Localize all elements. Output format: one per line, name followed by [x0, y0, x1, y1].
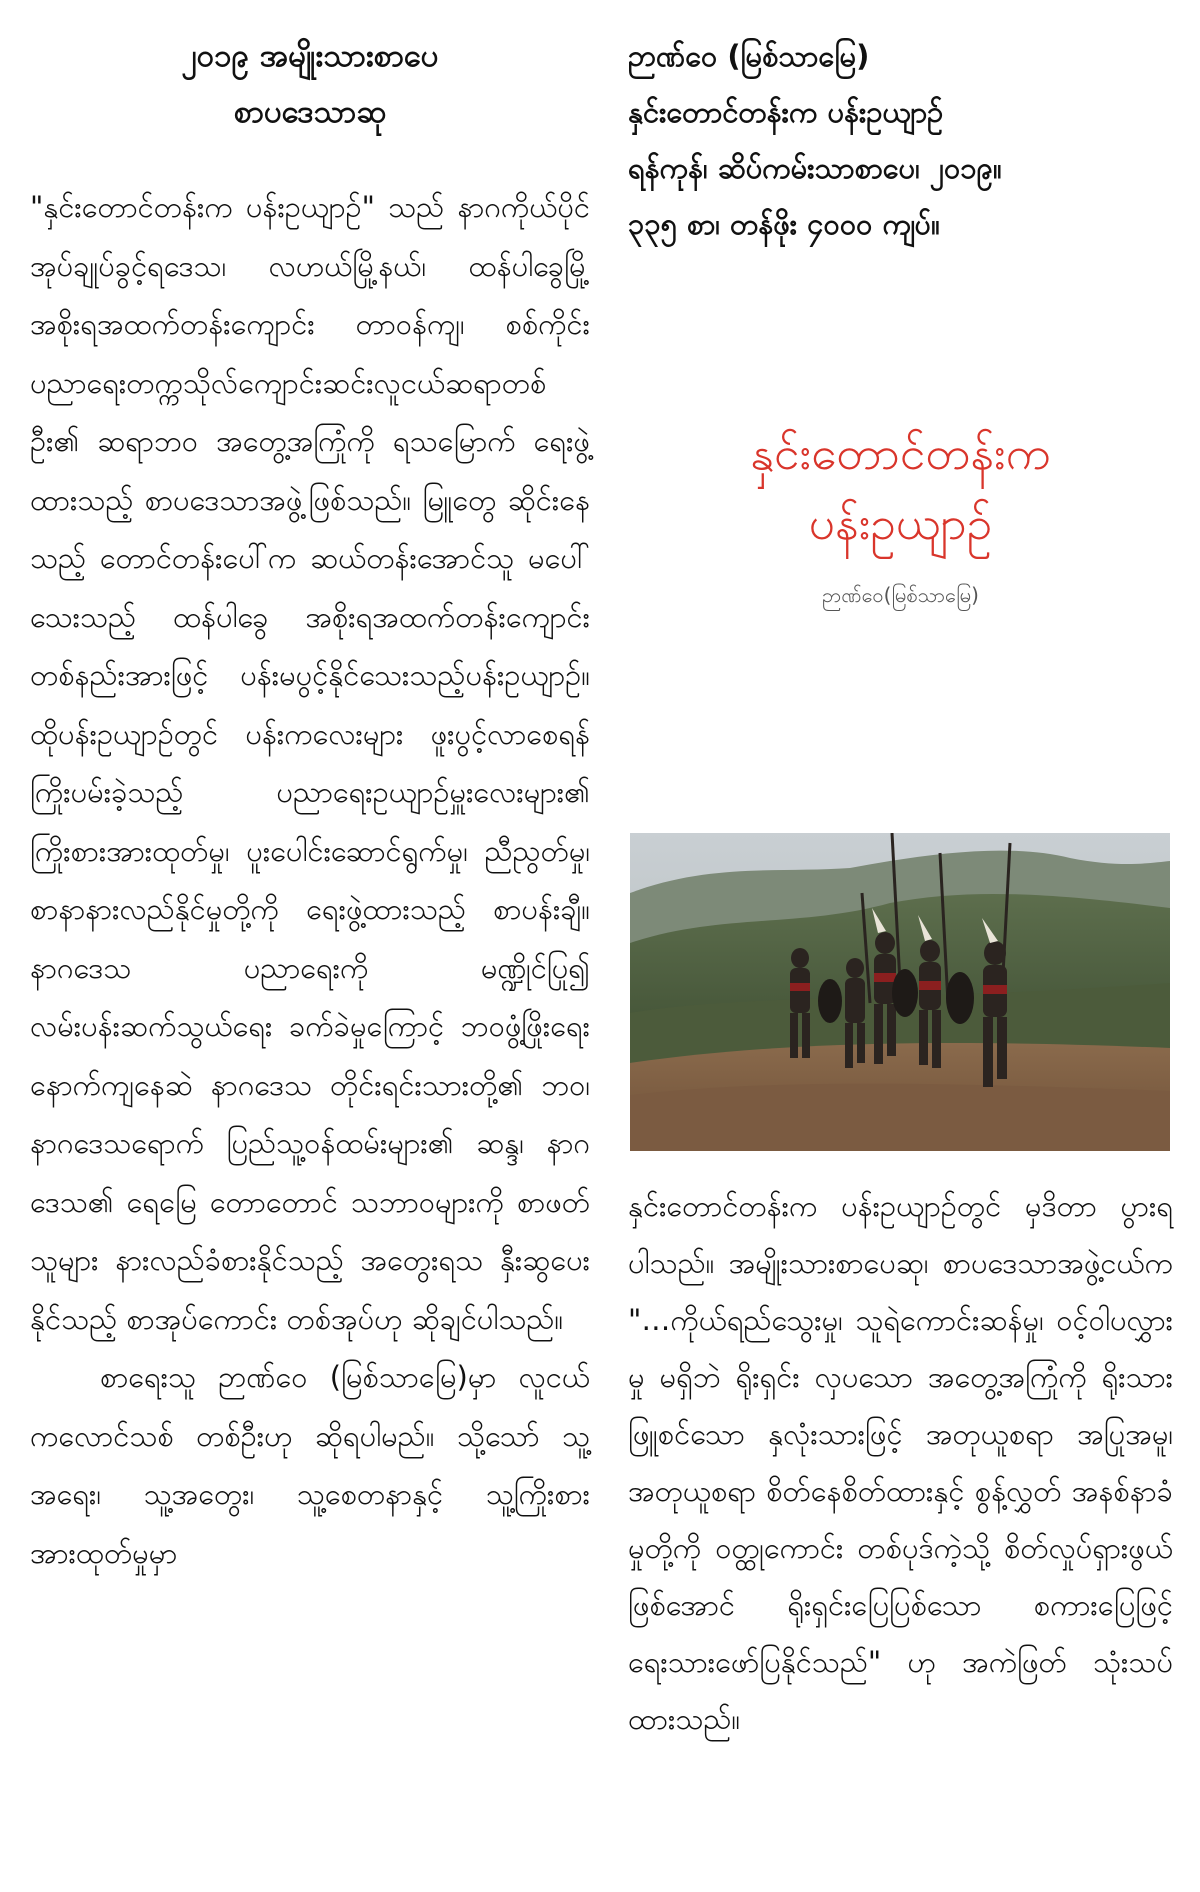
cover-photo	[630, 833, 1170, 1151]
review-paragraph-2: စာရေးသူ ဉာဏ်ဝေ (မြစ်သာမြေ)မှာ လူငယ်ကလောင်သစ် တစ်ဦးဟု ဆိုရပါမည်။ သို့သော် သူ့အရေး၊ သူ့အတွေး၊ သူ့စေတနာနှင့် သူ့ကြိုးစားအားထုတ်မှုမှာ	[30, 1360, 590, 1570]
review-paragraph-1: "နှင်းတောင်တန်းက ပန်းဥယျာဉ်" သည် နာဂကိုယ်ပိုင်အုပ်ချုပ်ခွင့်ရဒေသ၊ လဟယ်မြို့နယ်၊ ထန်ပါခွေမြို့ အစိုးရအထက်တန်းကျောင်း တာဝန်ကျ၊ စစ်ကိုင်း ပညာရေးတက္ကသိုလ်ကျောင်းဆင်းလူငယ်ဆရာတစ်ဦး၏ ဆရာဘဝ အတွေ့အကြုံကို ရသမြောက် ရေးဖွဲ့ထားသည့် စာပဒေသာအဖွဲ့ဖြစ်သည်။ မြူတွေ ဆိုင်းနေသည့် တောင်တန်းပေါ်က ဆယ်တန်းအောင်သူ မပေါ်သေးသည့် ထန်ပါခွေ အစိုးရအထက်တန်းကျောင်း တစ်နည်းအားဖြင့် ပန်းမပွင့်နိုင်သေးသည့်ပန်းဥယျာဉ်။ ထိုပန်းဥယျာဉ်တွင် ပန်းကလေးများ ဖူးပွင့်လာစေရန် ကြိုးပမ်းခဲ့သည့် ပညာရေးဥယျာဉ်မှူးလေးများ၏ ကြိုးစားအားထုတ်မှု၊ ပူးပေါင်းဆောင်ရွက်မှု၊ ညီညွတ်မှု၊ စာနာနားလည်နိုင်မှုတို့ကို ရေးဖွဲ့ထားသည့် စာပန်းချီ။ နာဂဒေသ ပညာရေးကို မဏ္ဍိုင်ပြု၍ လမ်းပန်းဆက်သွယ်ရေး ခက်ခဲမှုကြောင့် ဘဝဖွံ့ဖြိုးရေး နောက်ကျနေဆဲ နာဂဒေသ တိုင်းရင်းသားတို့၏ ဘဝ၊ နာဂဒေသရောက် ပြည်သူ့ဝန်ထမ်းများ၏ ဆန္ဒ၊ နာဂဒေသ၏ ရေမြေ တောတောင် သဘာဝများကို စာဖတ်သူများ နားလည်ခံစားနိုင်သည့် အတွေးရသ နှီးဆွပေးနိုင်သည့် စာအုပ်ကောင်း တစ်အုပ်ဟု ဆိုချင်ပါသည်။	[30, 190, 590, 1336]
cover-photo-illustration	[630, 833, 1170, 1151]
award-heading	[30, 28, 590, 140]
right-column-paragraph: နှင်းတောင်တန်းက ပန်းဥယျာဉ်တွင် မှဒိတာ ပွားရပါသည်။ အမျိုးသားစာပေဆု၊ စာပဒေသာအဖွဲ့ငယ်က "…ကိုယ်ရည်သွေးမှု၊ သူရဲကောင်းဆန်မှု၊ ဝင့်ဝါပလွှားမှု မရှိဘဲ ရိုးရှင်း လှပသော အတွေ့အကြုံကို ရိုးသားဖြူစင်သော နှလုံးသားဖြင့် အတုယူစရာ အပြုအမူ၊ အတုယူစရာ စိတ်နေစိတ်ထားနှင့် စွန့်လွှတ် အနစ်နာခံမှုတို့ကို ဝတ္ထုကောင်း တစ်ပုဒ်ကဲ့သို့ စိတ်လှုပ်ရှားဖွယ် ဖြစ်အောင် ရိုးရှင်းပြေပြစ်သော စကားပြေဖြင့် ရေးသားဖော်ပြနိုင်သည်" ဟု အကဲဖြတ် သုံးသပ်ထားသည်။	[628, 1189, 1173, 1736]
book-title: နှင်းတောင်တန်းက ပန်းဥယျာဉ်	[628, 95, 944, 129]
award-heading-line1: ၂၀၁၉ အမျိုးသားစာပေ	[181, 38, 439, 74]
cover-title-line1: နှင်းတောင်တန်းက	[750, 426, 1051, 480]
book-pages-price: ၃၃၅ စာ၊ တန်ဖိုး ၄၀၀၀ ကျပ်။	[628, 207, 940, 241]
book-info	[628, 28, 1173, 252]
award-heading-line2: စာပဒေသာဆု	[233, 94, 387, 130]
review-body	[30, 178, 590, 1582]
book-publisher: ရန်ကုန်၊ ဆိပ်ကမ်းသာစာပေ၊ ၂၀၁၉။	[628, 151, 1002, 185]
book-cover-title	[628, 418, 1173, 610]
book-author: ဉာဏ်ဝေ (မြစ်သာမြေ)	[628, 39, 870, 73]
cover-title-line2: ပန်းဥယျာဉ်	[808, 496, 993, 550]
left-column	[30, 28, 590, 1582]
book-details	[628, 28, 1173, 252]
right-column-text	[628, 1178, 1173, 1748]
cover-author: ဉာဏ်ဝေ(မြစ်သာမြေ)	[822, 583, 979, 607]
